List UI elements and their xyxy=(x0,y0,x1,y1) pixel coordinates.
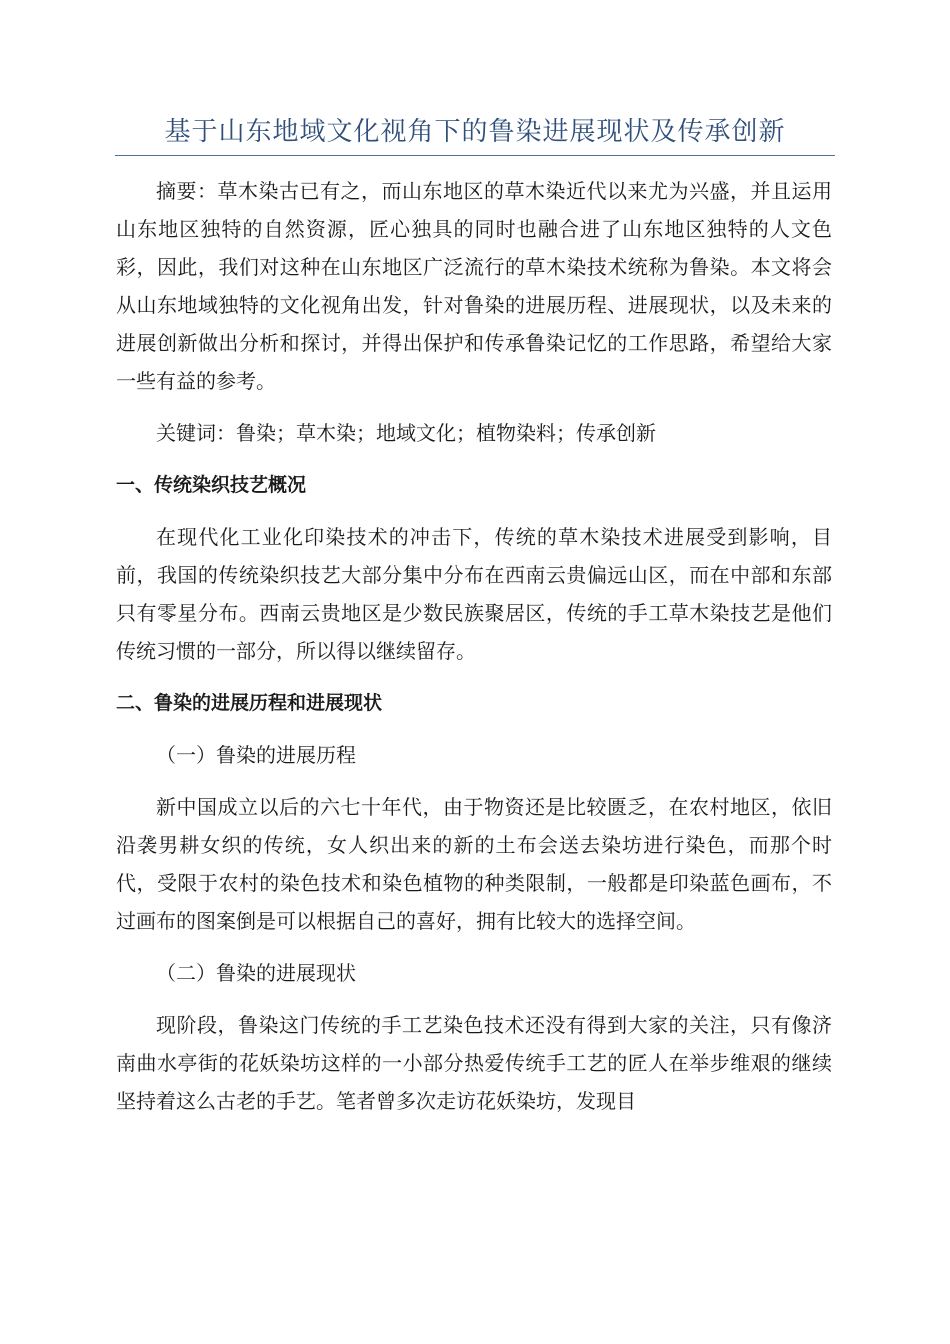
keywords-paragraph: 关键词：鲁染；草木染；地域文化；植物染料；传承创新 xyxy=(156,421,656,445)
subsection-2-paragraph: 现阶段，鲁染这门传统的手工艺染色技术还没有得到大家的关注，只有像济南曲水亭街的花妖染坊这样的一小部分热爱传统手工艺的匠人在举步维艰的继续坚持着这么古老的手艺。笔者曾多次走访花妖染坊，发现目 xyxy=(116,1013,832,1113)
section-1-heading: 一、传统染织技艺概况 xyxy=(116,474,307,496)
document-body xyxy=(116,172,832,1134)
section-1-paragraph: 在现代化工业化印染技术的冲击下，传统的草木染技术进展受到影响，目前，我国的传统染织技艺大部分集中分布在西南云贵偏远山区，而在中部和东部只有零星分布。西南云贵地区是少数民族聚居区，传统的手工草木染技艺是他们传统习惯的一部分，所以得以继续留存。 xyxy=(116,525,832,663)
subsection-1-heading: （一）鲁染的进展历程 xyxy=(156,743,356,767)
subsection-2-heading: （二）鲁染的进展现状 xyxy=(156,961,356,985)
abstract-paragraph: 摘要：草木染古已有之，而山东地区的草木染近代以来尤为兴盛，并且运用山东地区独特的自然资源，匠心独具的同时也融合进了山东地区独特的人文色彩，因此，我们对这种在山东地区广泛流行的草木染技术统称为鲁染。本文将会从山东地域独特的文化视角出发，针对鲁染的进展历程、进展现状，以及未来的进展创新做出分析和探讨，并得出保护和传承鲁染记忆的工作思路，希望给大家一些有益的参考。 xyxy=(116,179,832,393)
subsection-1-paragraph: 新中国成立以后的六七十年代，由于物资还是比较匮乏，在农村地区，依旧沿袭男耕女织的传统，女人织出来的新的土布会送去染坊进行染色，而那个时代，受限于农村的染色技术和染色植物的种类限制，一般都是印染蓝色画布，不过画布的图案倒是可以根据自己的喜好，拥有比较大的选择空间。 xyxy=(116,795,832,933)
title-underline xyxy=(115,155,835,156)
document-title: 基于山东地域文化视角下的鲁染进展现状及传承创新 xyxy=(164,117,786,147)
section-2-heading: 二、鲁染的进展历程和进展现状 xyxy=(116,692,383,714)
